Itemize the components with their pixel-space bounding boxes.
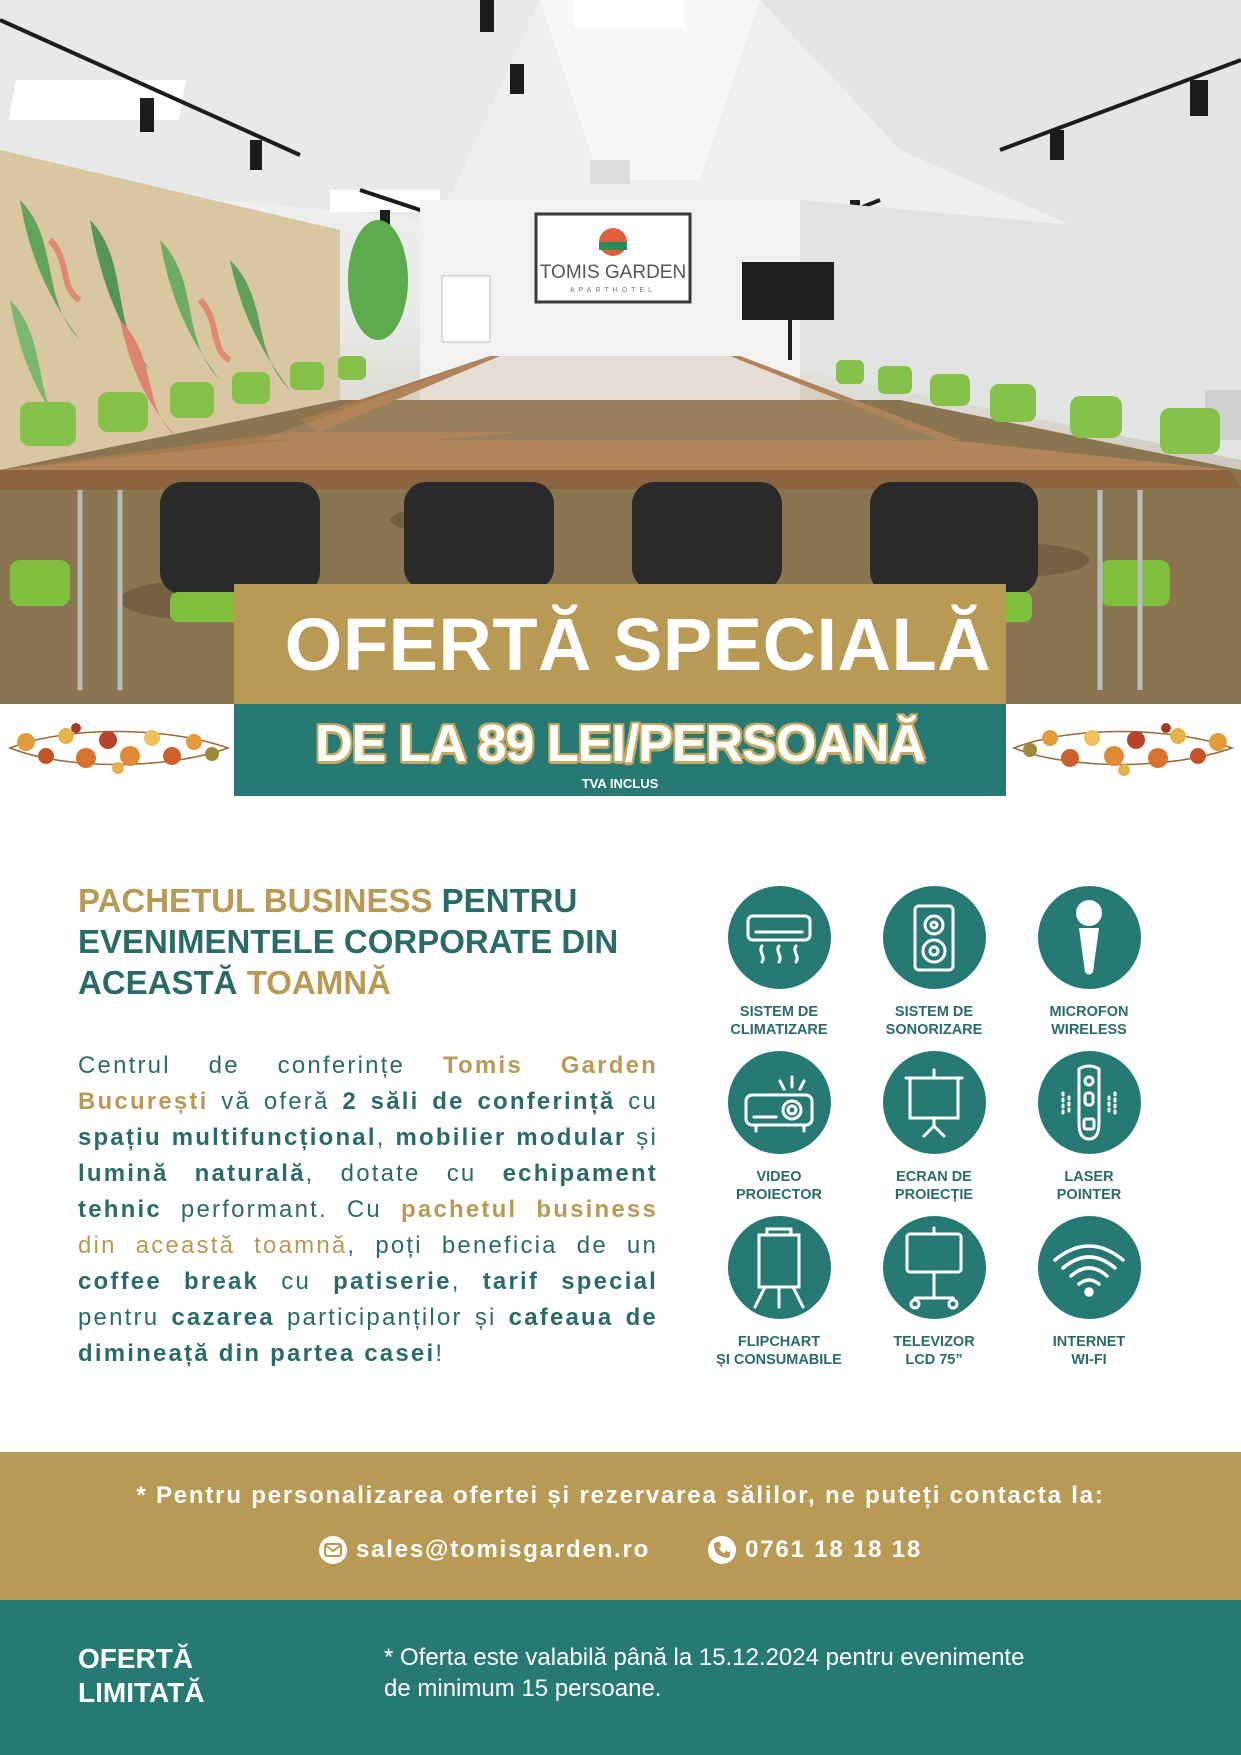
feature-laser-pointer bbox=[1014, 1051, 1164, 1204]
feature-label: INTERNET WI-FI bbox=[1052, 1334, 1126, 1368]
contact-email[interactable]: sales@tomisgarden.ro bbox=[355, 1536, 651, 1563]
offer-validity-note: * Oferta este valabilă până la 15.12.2024 pentru evenimente de minimum 15 persoane. bbox=[384, 1644, 1025, 1702]
text-run: vă oferă bbox=[208, 1088, 343, 1115]
contact-strip bbox=[0, 1452, 1241, 1600]
air-conditioner-icon bbox=[728, 886, 831, 989]
price-text: DE LA 89 LEI/PERSOANĂ bbox=[315, 715, 925, 773]
projector-icon bbox=[728, 1051, 831, 1154]
price-banner bbox=[234, 704, 1006, 796]
text-run: , bbox=[376, 1124, 396, 1151]
text-run: cu bbox=[259, 1268, 334, 1295]
rooms-count: 2 săli de conferință bbox=[342, 1088, 616, 1115]
autumn-leaves-left-decoration bbox=[6, 706, 232, 790]
text-run: și bbox=[626, 1124, 658, 1151]
vat-included-note: TVA INCLUS bbox=[581, 776, 659, 791]
special-offer-title: OFERTĂ SPECIALĂ bbox=[284, 603, 992, 686]
phone-icon bbox=[708, 1536, 736, 1564]
limited-offer-label: OFERTĂ LIMITATĂ bbox=[78, 1643, 205, 1708]
feature-label: VIDEO PROIECTOR bbox=[736, 1169, 822, 1203]
venue-name: Tomis Garden București bbox=[78, 1052, 658, 1115]
wifi-icon bbox=[1038, 1216, 1141, 1319]
footer bbox=[0, 1600, 1241, 1755]
feature-air-conditioning bbox=[704, 886, 854, 1039]
feature-label: SISTEM DE SONORIZARE bbox=[885, 1004, 983, 1038]
feature-sound-system bbox=[859, 886, 1009, 1039]
perk-coffee-break: coffee break bbox=[78, 1268, 260, 1295]
contact-note: * Pentru personalizarea ofertei și rezervarea sălilor, ne puteți contacta la: bbox=[136, 1482, 1105, 1509]
text-run: Centrul de conferințe bbox=[78, 1052, 443, 1079]
package-heading bbox=[78, 880, 678, 1003]
envelope-icon bbox=[319, 1536, 347, 1564]
text-run: participanților și bbox=[274, 1304, 509, 1331]
speaker-icon bbox=[883, 886, 986, 989]
perk-morning-coffee: cafeaua de dimineață din partea casei bbox=[78, 1304, 658, 1367]
feature-natural-light: lumină naturală bbox=[78, 1160, 306, 1187]
text-run: cu bbox=[615, 1088, 658, 1115]
text-run: , dotate cu bbox=[305, 1160, 503, 1187]
text-run-gold: din această toamnă bbox=[78, 1232, 348, 1259]
feature-label: SISTEM DE CLIMATIZARE bbox=[730, 1004, 828, 1038]
text-run: performant. Cu bbox=[161, 1196, 402, 1223]
text-run: , poți beneficia de un bbox=[347, 1232, 658, 1259]
feature-wireless-microphone bbox=[1014, 886, 1164, 1039]
perk-pastry: patiserie bbox=[333, 1268, 452, 1295]
feature-label: ECRAN DE PROIECȚIE bbox=[894, 1169, 974, 1203]
feature-multifunctional-space: spațiu multifuncțional bbox=[78, 1124, 377, 1151]
flipchart-icon bbox=[728, 1216, 831, 1319]
feature-label: FLIPCHART ȘI CONSUMABILE bbox=[716, 1334, 842, 1368]
contact-email-item[interactable] bbox=[319, 1536, 650, 1564]
perk-accommodation: cazarea bbox=[171, 1304, 275, 1331]
screen-logo-subtext: APARTHOTEL bbox=[569, 287, 657, 294]
feature-label: MICROFON WIRELESS bbox=[1049, 1004, 1129, 1038]
heading-autumn: TOAMNĂ bbox=[246, 964, 391, 1001]
microphone-icon bbox=[1038, 886, 1141, 989]
heading-business-package: PACHETUL BUSINESS bbox=[78, 882, 433, 919]
special-offer-banner bbox=[234, 584, 1006, 704]
contact-phone[interactable]: 0761 18 18 18 bbox=[745, 1536, 923, 1563]
text-run: ! bbox=[435, 1340, 445, 1367]
screen-logo-text: TOMIS GARDEN bbox=[539, 262, 687, 283]
text-run: pentru bbox=[78, 1304, 172, 1331]
feature-lcd-tv bbox=[859, 1216, 1009, 1369]
feature-label: TELEVIZOR LCD 75” bbox=[893, 1334, 975, 1368]
business-package-link-text: pachetul business bbox=[401, 1196, 658, 1223]
contact-phone-item[interactable] bbox=[708, 1536, 922, 1564]
feature-video-projector bbox=[704, 1051, 854, 1204]
tv-icon bbox=[883, 1216, 986, 1319]
package-description bbox=[78, 1048, 658, 1372]
laser-pointer-icon bbox=[1038, 1051, 1141, 1154]
heading-middle: PENTRU EVENIMENTELE CORPORATE DIN ACEASTĂ bbox=[78, 882, 619, 1001]
text-run: , bbox=[451, 1268, 483, 1295]
feature-label: LASER POINTER bbox=[1056, 1169, 1122, 1203]
feature-internet-wifi bbox=[1014, 1216, 1164, 1369]
autumn-leaves-right-decoration bbox=[1010, 706, 1236, 790]
feature-tech-equipment: echipament tehnic bbox=[78, 1160, 658, 1223]
perk-special-rate: tarif special bbox=[482, 1268, 658, 1295]
projection-screen-icon bbox=[883, 1051, 986, 1154]
feature-flipchart bbox=[704, 1216, 854, 1369]
contact-details bbox=[0, 1536, 1241, 1564]
feature-modular-furniture: mobilier modular bbox=[395, 1124, 627, 1151]
feature-projection-screen bbox=[859, 1051, 1009, 1204]
